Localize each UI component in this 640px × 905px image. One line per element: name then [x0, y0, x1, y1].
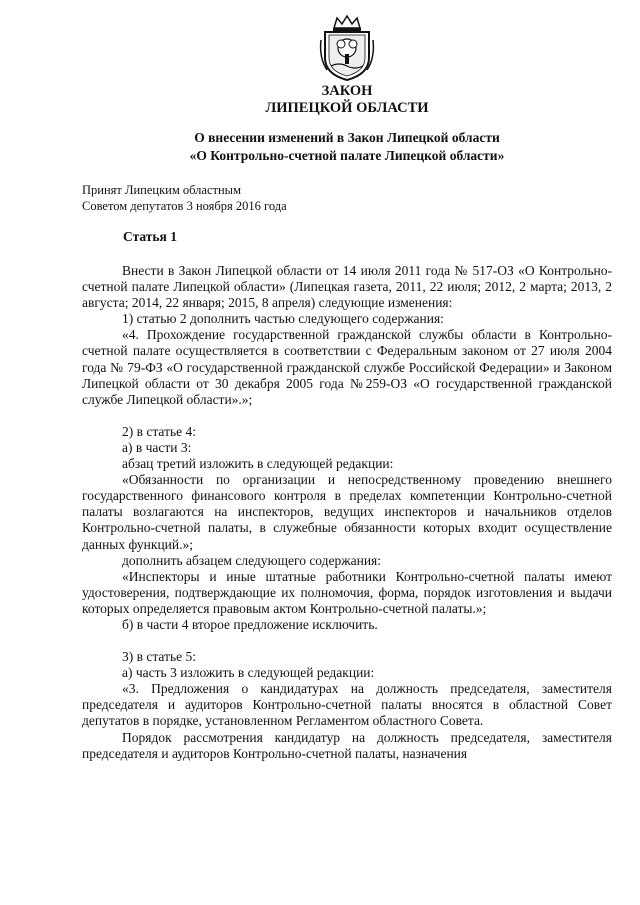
- article-heading: Статья 1: [123, 229, 177, 244]
- law-subtitle-line2: «О Контрольно-счетной палате Липецкой области»: [189, 148, 505, 163]
- paragraph: «Инспекторы и иные штатные работники Контрольно-счетной палаты имеют удостоверения, подтверждающие их полномочия, форма, порядок изготовления и выдачи которых определяется правовым актом Контрольно-счетной палаты.»;: [82, 568, 612, 616]
- paragraph: «3. Предложения о кандидатурах на должность председателя, заместителя председателя и аудиторов Контрольно-счетной палаты вносятся в областной Совет депутатов в порядке, установленном Регламентом областного Совета.: [82, 681, 612, 729]
- paragraph: а) часть 3 изложить в следующей редакции:: [122, 665, 375, 681]
- paragraph: Порядок рассмотрения кандидатур на должность председателя, заместителя председателя и аудиторов Контрольно-счетной палаты, назначения: [82, 729, 612, 761]
- lipetsk-coat-of-arms-icon: [317, 14, 377, 84]
- paragraph: 1) статью 2 дополнить частью следующего содержания:: [122, 311, 444, 327]
- paragraph: б) в части 4 второе предложение исключить.: [122, 616, 378, 632]
- blank-line: [82, 408, 612, 424]
- adoption-line2: Советом депутатов 3 ноября 2016 года: [82, 199, 287, 213]
- region-title: ЛИПЕЦКОЙ ОБЛАСТИ: [265, 100, 429, 116]
- adoption-line1: Принят Липецким областным: [82, 183, 241, 197]
- paragraph: 2) в статье 4:: [122, 423, 196, 439]
- article-body: [82, 263, 612, 762]
- paragraph: «Обязанности по организации и непосредственному проведению внешнего государственного финансового контроля в пределах компетенции Контрольно-счетной палаты возлагаются на инспекторов, ведущих инспекторов и начальников отделов Контрольно-счетной палаты, в служебные обязанности которых входит осуществление данных функций.»;: [82, 472, 612, 552]
- law-subtitle-line1: О внесении изменений в Закон Липецкой области: [194, 130, 500, 145]
- blank-line: [82, 633, 612, 649]
- paragraph: а) в части 3:: [122, 439, 192, 455]
- adoption-note: [82, 182, 287, 214]
- paragraph: Внести в Закон Липецкой области от 14 июля 2011 года № 517-ОЗ «О Контрольно-счетной палате Липецкой области» (Липецкая газета, 2011, 22 июля; 2012, 2 марта; 2013, 2 августа; 2014, 22 января; 2015, 8 апреля) следующие изменения:: [82, 263, 612, 311]
- law-title: ЗАКОН: [321, 83, 373, 99]
- paragraph: «4. Прохождение государственной гражданской службы области в Контрольно-счетной палате осуществляется в соответствии с Федеральным законом от 27 июля 2004 года № 79-ФЗ «О государственной гражданской службе Российской Федерации» и Законом Липецкой области от 30 декабря 2005 года №259-ОЗ «О государственной гражданской службе Липецкой области».»;: [82, 327, 612, 407]
- paragraph: абзац третий изложить в следующей редакции:: [122, 456, 394, 472]
- paragraph: дополнить абзацем следующего содержания:: [122, 552, 382, 568]
- paragraph: 3) в статье 5:: [122, 649, 196, 665]
